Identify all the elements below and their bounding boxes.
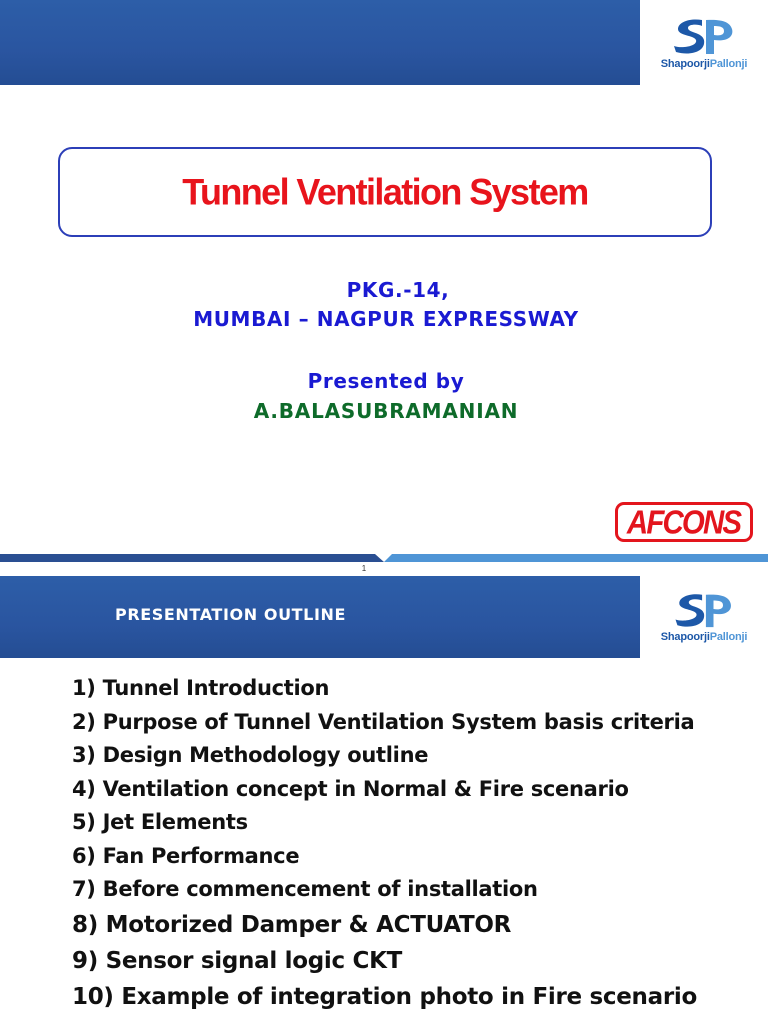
presented-by-label: Presented by xyxy=(307,369,465,393)
list-item: 3) Design Methodology outline xyxy=(72,743,429,767)
afcons-logo xyxy=(615,502,753,542)
slide-title: PRESENTATION OUTLINE xyxy=(115,605,347,624)
logo-word-shapoorji: Shapoorji xyxy=(660,631,710,643)
list-item: 7) Before commencement of installation xyxy=(72,877,538,901)
project-name: MUMBAI – NAGPUR EXPRESSWAY xyxy=(193,307,579,331)
list-item: 9) Sensor signal logic CKT xyxy=(72,947,402,974)
title-frame xyxy=(58,147,712,237)
bottom-divider xyxy=(0,554,768,564)
logo-word-pallonji: Pallonji xyxy=(709,631,748,643)
list-item: 1) Tunnel Introduction xyxy=(72,676,330,700)
shapoorji-pallonji-logo xyxy=(640,576,768,658)
logo-word-shapoorji: Shapoorji xyxy=(660,57,710,70)
logo-wordmark xyxy=(661,58,747,70)
outline-slide xyxy=(0,576,768,1024)
shapoorji-pallonji-logo xyxy=(640,0,768,85)
presenter-name: A.BALASUBRAMANIAN xyxy=(253,399,519,423)
logo-word-pallonji: Pallonji xyxy=(709,57,748,70)
list-item: 4) Ventilation concept in Normal & Fire scenario xyxy=(72,776,629,801)
sp-logo-mark-icon xyxy=(673,591,735,629)
logo-wordmark xyxy=(661,631,747,643)
list-item: 5) Jet Elements xyxy=(72,810,248,834)
presentation-title: Tunnel Ventilation System xyxy=(182,170,588,213)
list-item: 8) Motorized Damper & ACTUATOR xyxy=(72,911,512,938)
sp-logo-mark-icon xyxy=(672,16,736,56)
page-number: 1 xyxy=(361,564,367,573)
list-item: 2) Purpose of Tunnel Ventilation System basis criteria xyxy=(72,709,695,734)
header-bar xyxy=(0,0,640,85)
afcons-logo-text: AFCONS xyxy=(627,502,741,541)
outline-list xyxy=(72,672,697,1015)
package-number: PKG.-14, xyxy=(346,278,450,302)
list-item: 6) Fan Performance xyxy=(72,843,300,868)
list-item: 10) Example of integration photo in Fire scenario xyxy=(72,983,697,1010)
